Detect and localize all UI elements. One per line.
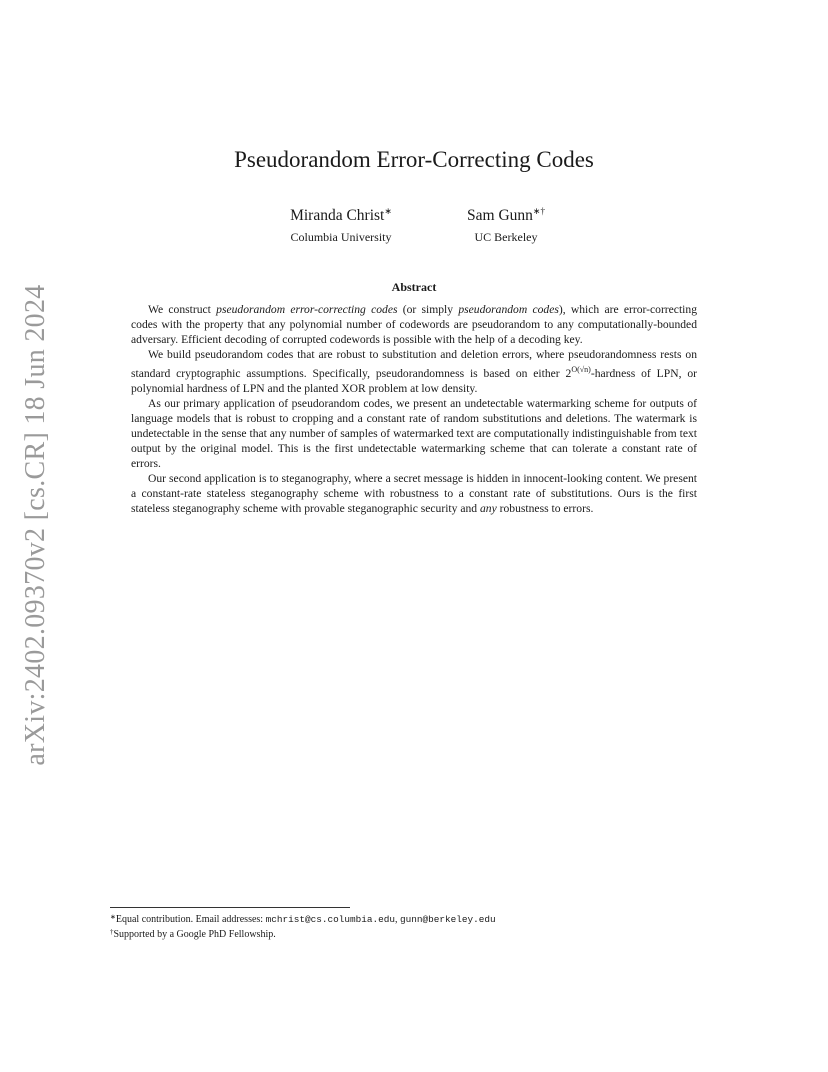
exponent: O(√n) bbox=[571, 365, 591, 374]
abstract-paragraph-1: We construct pseudorandom error-correcting codes (or simply pseudorandom codes), which are error-correcting codes with the property that any polynomial number of codewords are pseudorandom to any computationally-bounded adversary. Efficient decoding of corrupted codewords is possible with the help of a decoding key. bbox=[131, 303, 697, 346]
email-link[interactable]: gunn@berkeley.edu bbox=[399, 914, 496, 925]
abstract-paragraph-4: Our second application is to steganography, where a secret message is hidden in innocent-looking content. We present a constant-rate stateless steganography scheme with robustness to a constant rate of substitutions. Ours is the first stateless steganography scheme with provable steganographic security and any robustness to errors. bbox=[131, 472, 697, 515]
paper-title: Pseudorandom Error-Correcting Codes bbox=[234, 147, 594, 172]
author-name: Miranda Christ∗ bbox=[290, 206, 392, 224]
abstract-heading: Abstract bbox=[391, 280, 437, 294]
author-affiliation: Columbia University bbox=[290, 230, 392, 244]
email-link[interactable]: mchrist@cs.columbia.edu bbox=[265, 914, 395, 925]
footnote-fellowship: †Supported by a Google PhD Fellowship. bbox=[110, 928, 276, 940]
author-block-2 bbox=[431, 202, 581, 245]
footnote-equal-contribution: ∗Equal contribution. Email addresses: mchrist@cs.columbia.edu, gunn@berkeley.edu bbox=[110, 913, 496, 925]
author-affiliation: UC Berkeley bbox=[474, 230, 538, 244]
footnotes bbox=[110, 911, 710, 941]
author-block-1 bbox=[266, 202, 416, 245]
abstract-paragraph-3: As our primary application of pseudorandom codes, we present an undetectable watermarking scheme for outputs of language models that is robust to cropping and a constant rate of random substitutions and deletions. The watermark is undetectable in the sense that any number of samples of watermarked text are computationally indistinguishable from text output by the original model. This is the first undetectable watermarking scheme that can tolerate a constant rate of errors. bbox=[131, 397, 697, 470]
footnote-divider bbox=[110, 907, 350, 908]
abstract-paragraph-2: We build pseudorandom codes that are robust to substitution and deletion errors, where pseudorandomness rests on standard cryptographic assumptions. Specifically, pseudorandomness is based on either $2^{O(√n)}$-hardness of LPN, or polynomial hardness of LPN and the planted XOR problem at low density. bbox=[131, 348, 697, 395]
author-footnote-marks: ∗† bbox=[532, 206, 545, 216]
author-footnote-marks: ∗ bbox=[384, 206, 392, 216]
arxiv-identifier-stamp: arXiv:2402.09370v2 [cs.CR] 18 Jun 2024 bbox=[20, 284, 51, 766]
author-name: Sam Gunn∗† bbox=[467, 206, 545, 224]
abstract-body bbox=[131, 302, 697, 516]
